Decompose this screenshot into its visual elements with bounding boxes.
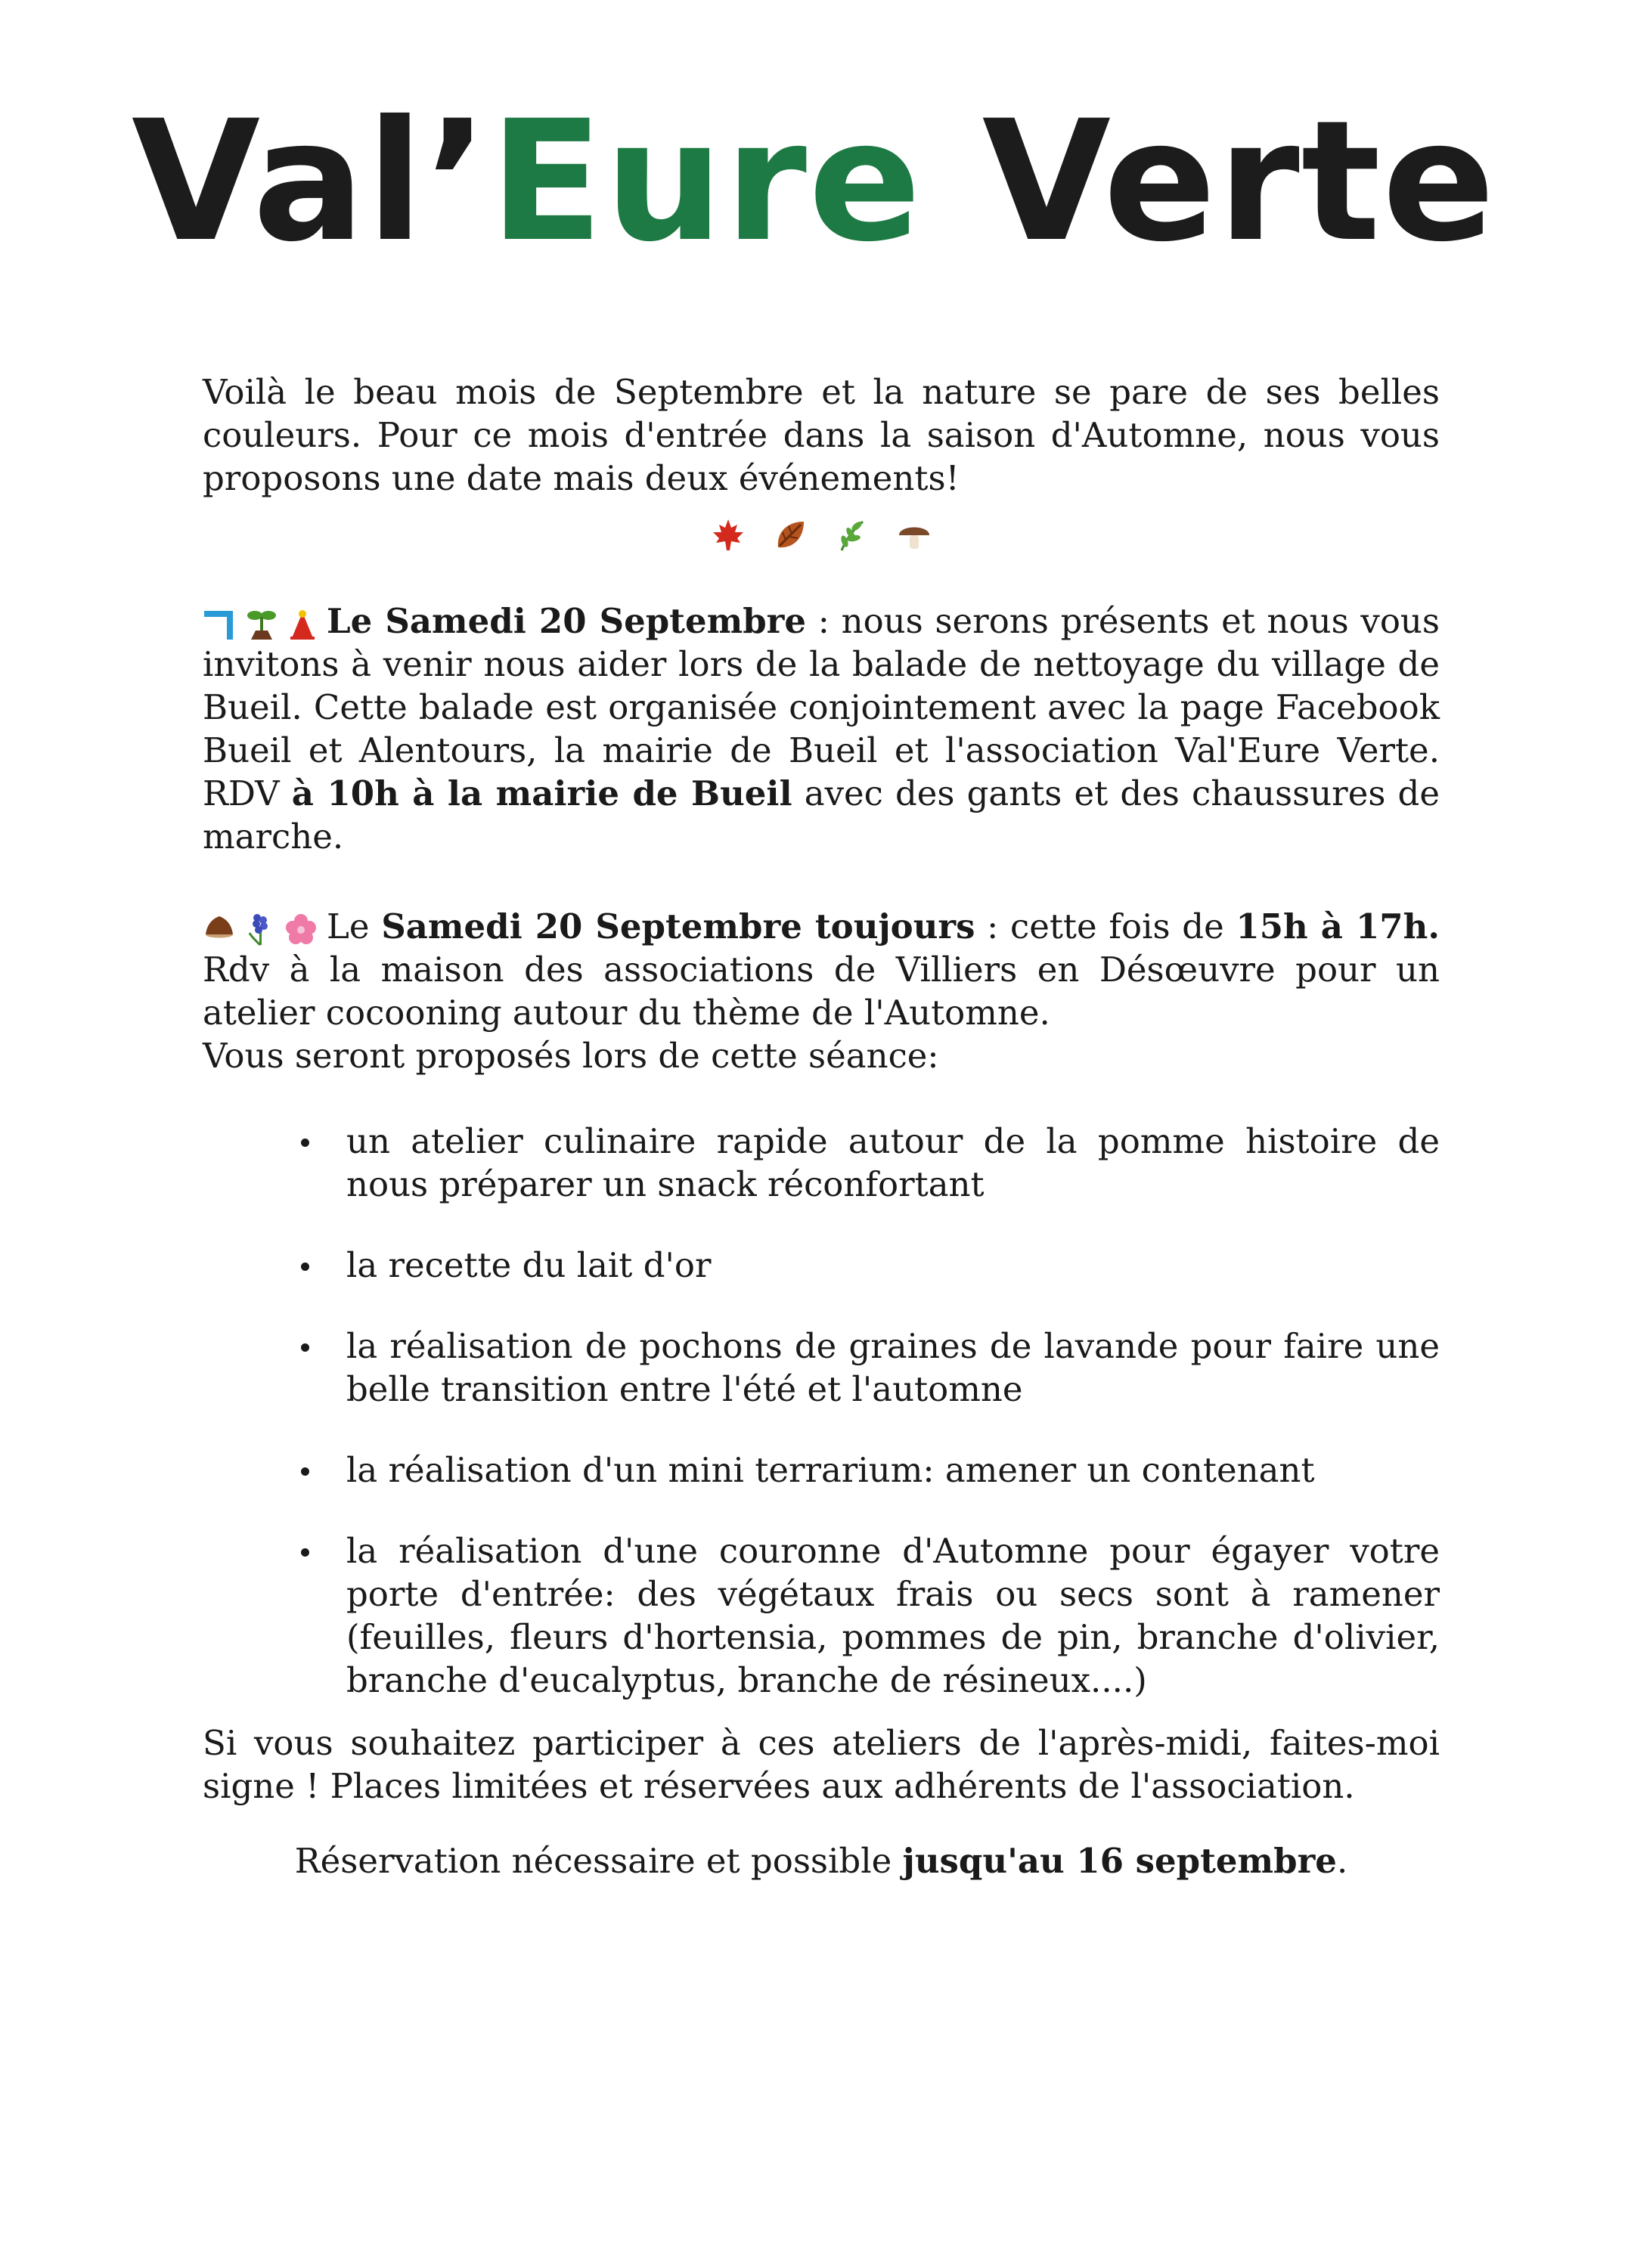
intro-paragraph: Voilà le beau mois de Septembre et la nature se pare de ses belles couleurs. Pour ce mois d'entrée dans la saison d'Automne, nous vous proposons une date mais deux événements! [203, 372, 1440, 498]
logo-text-verte: Verte [923, 85, 1497, 278]
event1-title: Le Samedi 20 Septembre [327, 601, 807, 641]
list-item: un atelier culinaire rapide autour de la pomme histoire de nous préparer un snack réconfortant [346, 1121, 1440, 1204]
event1-icons [203, 601, 327, 641]
event1-text-part2: avec des gants et des chaussures de marche. [203, 773, 1440, 857]
list-item: la recette du lait d'or [346, 1244, 1440, 1287]
list-item: la réalisation d'un mini terrarium: amener un contenant [346, 1448, 1440, 1492]
list-item: la réalisation d'une couronne d'Automne pour égayer votre porte d'entrée: des végétaux frais ou secs sont à ramener (feuilles, fleurs d'hortensia, pommes de pin, branche d'olivier, branche d'eucalyptus, branche de résineux....) [346, 1531, 1440, 1700]
outro-paragraph: Si vous souhaitez participer à ces ateliers de l'après-midi, faites-moi signe ! Places limitées et réservées aux adhérents de l'association. [203, 1723, 1440, 1806]
event1-rdv: à 10h à la mairie de Bueil [291, 773, 792, 813]
fallen-leaf-icon [772, 517, 808, 553]
event2-paragraph [203, 905, 1440, 1034]
chestnut-icon [203, 913, 236, 947]
maple-leaf-icon [710, 517, 746, 553]
cherry-blossom-icon [284, 913, 318, 947]
mushroom-icon [896, 517, 932, 553]
event2-time: 15h à 17h. [1236, 906, 1440, 947]
flyer-content [203, 370, 1440, 1882]
reservation-deadline: jusqu'au 16 septembre [902, 1841, 1337, 1881]
logo-text-val: Val’ [131, 85, 490, 278]
reservation-line [203, 1839, 1440, 1882]
red-alert-icon [287, 608, 318, 641]
event2-text-part2: Rdv à la maison des associations de Villiers en Désœuvre pour un atelier cocooning autour du thème de l'Automne. [203, 950, 1440, 1033]
reservation-text: Réservation nécessaire et possible [294, 1841, 903, 1881]
workshop-list [203, 1120, 1440, 1702]
event1-text-part1: : nous serons présents et nous vous invitons à venir nous aider lors de la balade de nettoyage du village de Bueil. Cette balade est organisée conjointement avec la page Facebook Bueil et Alentours, la mairie de Bueil et l'association Val'Eure Verte. RDV [203, 601, 1440, 813]
event2-title: Samedi 20 Septembre toujours [381, 906, 975, 947]
val-eure-verte-logo [0, 85, 1628, 278]
herb-icon [834, 517, 870, 553]
blue-corner-icon [203, 608, 236, 641]
sapling-icon [245, 608, 278, 641]
logo-text-eure: Eure [489, 85, 923, 278]
reservation-end: . [1336, 1841, 1348, 1881]
event2-icons [203, 906, 327, 947]
event1-paragraph [203, 600, 1440, 858]
event2-proposed-line: Vous seront proposés lors de cette séance: [203, 1036, 939, 1076]
hyacinth-icon [245, 913, 275, 947]
event2-prefix: Le [327, 906, 382, 947]
list-item: la réalisation de pochons de graines de lavande pour faire une belle transition entre l'été et l'automne [346, 1326, 1440, 1409]
event2-text-part1: : cette fois de [975, 906, 1236, 947]
autumn-emoji-row [203, 510, 1440, 553]
